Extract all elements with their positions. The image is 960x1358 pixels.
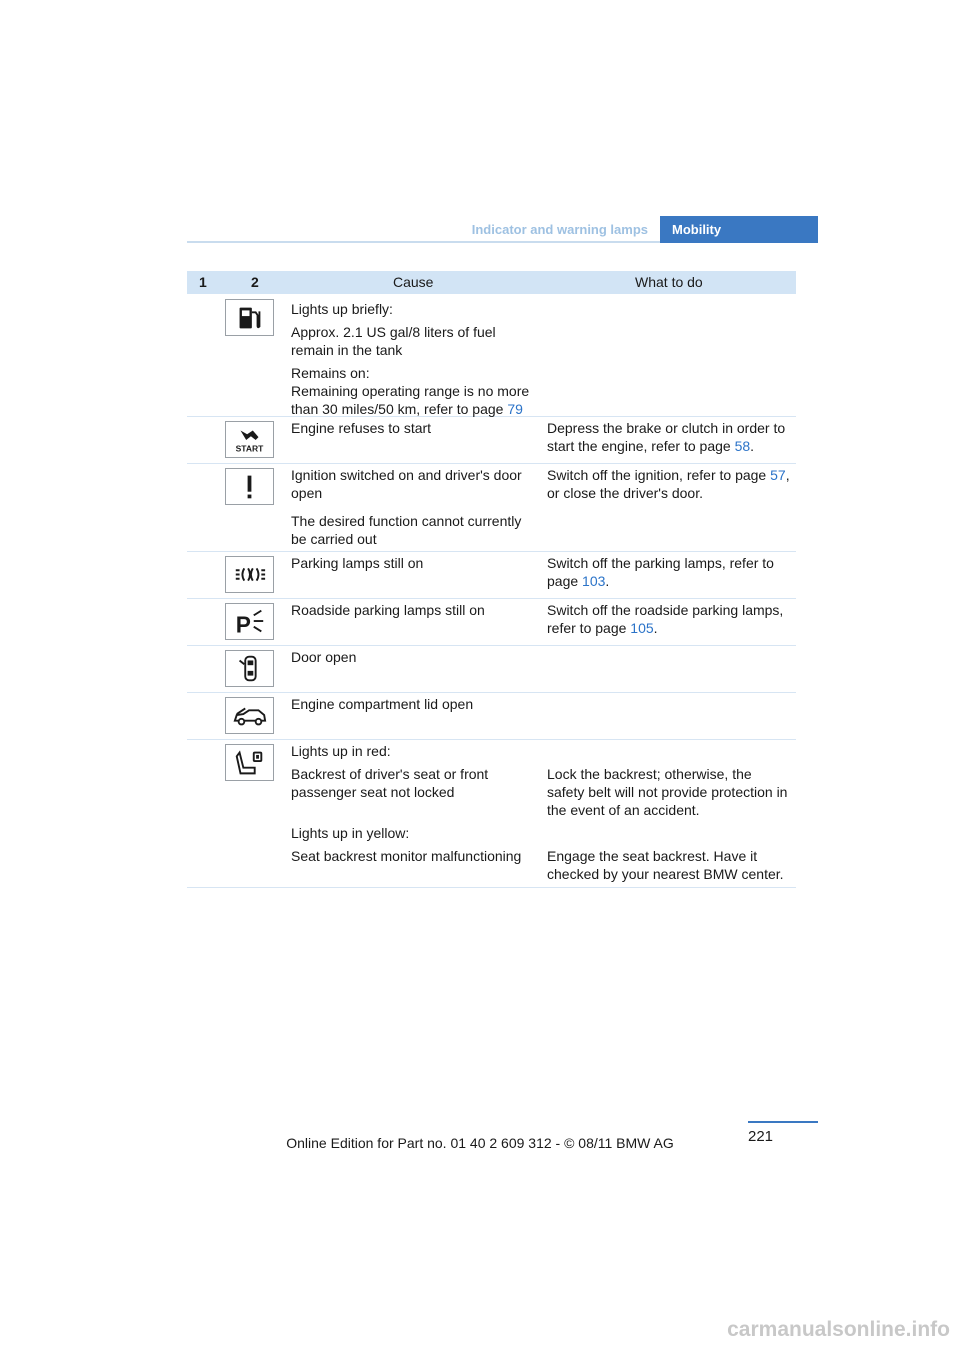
table-header bbox=[187, 271, 796, 294]
table-row bbox=[187, 740, 796, 888]
table-row bbox=[187, 552, 796, 599]
page-link[interactable]: 57 bbox=[770, 467, 786, 483]
table-row bbox=[187, 294, 796, 417]
cause-cell bbox=[291, 300, 536, 423]
todo-text-after: . bbox=[605, 573, 610, 589]
page-number: 221 bbox=[748, 1128, 774, 1145]
what-to-do-cell bbox=[547, 466, 791, 502]
todo-text-after: . bbox=[653, 620, 658, 636]
page-link[interactable]: 79 bbox=[507, 401, 523, 417]
table-row bbox=[187, 599, 796, 646]
cause-cell: Engine compartment lid open bbox=[291, 696, 474, 712]
what-to-do-cell bbox=[547, 601, 791, 637]
what-to-do-cell bbox=[547, 554, 791, 590]
table-row bbox=[187, 693, 796, 740]
todo-text-after: , or close the driver's door. bbox=[547, 467, 790, 501]
roadside-parking-icon bbox=[225, 603, 274, 640]
page-link[interactable]: 58 bbox=[734, 438, 751, 454]
what-to-do-header: What to do bbox=[635, 274, 703, 290]
cause-cell: Roadside parking lamps still on bbox=[291, 602, 485, 618]
cause-cell: Door open bbox=[291, 649, 357, 665]
chapter-tab: Mobility bbox=[660, 216, 818, 243]
fuel-pump-icon bbox=[225, 299, 274, 336]
cause-line: Remains on: bbox=[291, 365, 370, 381]
roadside-parking-icon-label: P bbox=[235, 611, 251, 638]
page-link[interactable]: 103 bbox=[582, 573, 606, 589]
todo-line: Lock the backrest; otherwise, the safety belt will not provide protection in the event of an accident. bbox=[547, 766, 788, 818]
cause-line: Lights up in red: bbox=[291, 743, 391, 759]
seat-backrest-icon bbox=[225, 744, 274, 781]
todo-line: Engage the seat backrest. Have it checked by your nearest BMW center. bbox=[547, 848, 784, 882]
column-2-header: 2 bbox=[251, 274, 259, 290]
footer-rule bbox=[748, 1121, 818, 1123]
table-row bbox=[187, 417, 796, 464]
door-open-icon bbox=[225, 650, 274, 687]
cause-cell bbox=[291, 466, 536, 553]
page-link[interactable]: 105 bbox=[630, 620, 654, 636]
todo-text: Depress the brake or clutch in order to start the engine, refer to page bbox=[547, 420, 786, 454]
section-title: Indicator and warning lamps bbox=[471, 222, 648, 237]
cause-cell bbox=[291, 742, 536, 870]
cause-line: Remaining operating range is no more than 30 miles/50 km, refer to page bbox=[291, 383, 530, 417]
start-foot-icon bbox=[225, 421, 274, 458]
todo-text-after: . bbox=[750, 438, 755, 454]
what-to-do-cell bbox=[547, 765, 791, 888]
cause-cell: Engine refuses to start bbox=[291, 420, 432, 436]
watermark: carmanualsonline.info bbox=[727, 1318, 950, 1341]
table-row bbox=[187, 464, 796, 552]
start-icon-label: START bbox=[235, 443, 264, 454]
todo-text: Switch off the ignition, refer to page bbox=[547, 467, 767, 483]
cause-line: Ignition switched on and driver's door open bbox=[291, 467, 522, 501]
cause-cell: Parking lamps still on bbox=[291, 555, 424, 571]
parking-lamps-icon bbox=[225, 556, 274, 593]
cause-line: Approx. 2.1 US gal/8 liters of fuel remain in the tank bbox=[291, 324, 496, 358]
cause-line: Backrest of driver's seat or front passenger seat not locked bbox=[291, 766, 489, 800]
table-row bbox=[187, 646, 796, 693]
todo-text: Switch off the parking lamps, refer to page bbox=[547, 555, 774, 589]
what-to-do-cell bbox=[547, 419, 791, 455]
page-header bbox=[187, 216, 818, 243]
edition-notice: Online Edition for Part no. 01 40 2 609 312 - © 08/11 BMW AG bbox=[286, 1135, 674, 1151]
cause-header: Cause bbox=[393, 274, 434, 290]
cause-line: The desired function cannot currently be carried out bbox=[291, 513, 522, 547]
column-1-header: 1 bbox=[199, 274, 207, 290]
hood-open-icon bbox=[225, 697, 274, 734]
indicator-table bbox=[187, 271, 796, 888]
exclamation-icon bbox=[225, 468, 274, 505]
cause-line: Lights up briefly: bbox=[291, 301, 393, 317]
todo-text: Switch off the roadside parking lamps, refer to page bbox=[547, 602, 784, 636]
cause-line: Lights up in yellow: bbox=[291, 825, 410, 841]
cause-line: Seat backrest monitor malfunctioning bbox=[291, 848, 522, 864]
